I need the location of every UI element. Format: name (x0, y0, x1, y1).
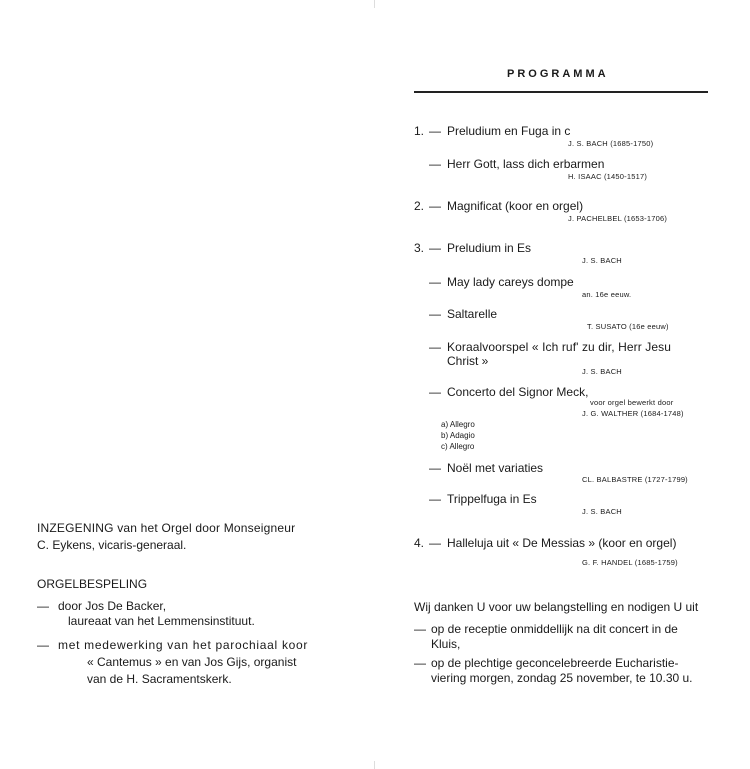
invite-text-continued: viering morgen, zondag 25 november, te 10.30 u. (431, 671, 693, 685)
composer: an. 16e eeuw. (582, 290, 632, 299)
item-number: 3. (414, 241, 425, 255)
item-dash: — (429, 241, 441, 255)
composer: J. S. BACH (1685-1750) (568, 139, 654, 148)
arrangement-note: voor orgel bewerkt door (590, 398, 674, 407)
composer: J. S. BACH (582, 507, 622, 516)
item-dash: — (429, 157, 441, 171)
invite-dash: — (414, 622, 426, 636)
inzegening-text-continued: C. Eykens, vicaris-generaal. (37, 538, 187, 552)
piece-title: Herr Gott, lass dich erbarmen (447, 157, 605, 171)
piece-title: Preludium in Es (447, 241, 532, 255)
invite-text: op de plechtige geconcelebreerde Eucharistie- (431, 656, 679, 670)
composer: J. S. BACH (582, 367, 622, 376)
item-number: 1. (414, 124, 425, 138)
invite-dash: — (414, 656, 426, 670)
piece-title: Preludium en Fuga in c (447, 124, 571, 138)
piece-title: Magnificat (koor en orgel) (447, 199, 584, 213)
item-dash: — (429, 340, 441, 354)
item-dash: — (429, 199, 441, 213)
invite-text: op de receptie onmiddellijk na dit concert in de (431, 622, 678, 636)
fold-mark (374, 761, 375, 769)
item-dash: — (429, 124, 441, 138)
composer: T. SUSATO (16e eeuw) (587, 322, 669, 331)
piece-title: Concerto del Signor Meck, (447, 385, 589, 399)
inzegening-text: INZEGENING van het Orgel door Monseigneur (37, 521, 296, 535)
item-number: 2. (414, 199, 425, 213)
composer: H. ISAAC (1450-1517) (568, 172, 648, 181)
performer-dash: — (37, 599, 49, 613)
performer-dash: — (37, 638, 49, 652)
composer: CL. BALBASTRE (1727-1799) (582, 475, 688, 484)
orgelbespeling-heading: ORGELBESPELING (37, 577, 148, 591)
item-dash: — (429, 275, 441, 289)
thanks-text: Wij danken U voor uw belangstelling en nodigen U uit (414, 600, 699, 614)
performer-text-continued: van de H. Sacramentskerk. (87, 672, 232, 686)
item-dash: — (429, 492, 441, 506)
performer-text-continued: « Cantemus » en van Jos Gijs, organist (87, 655, 297, 669)
composer: J. PACHELBEL (1653-1706) (568, 214, 668, 223)
item-dash: — (429, 461, 441, 475)
performer-text: door Jos De Backer, (58, 599, 167, 613)
item-dash: — (429, 307, 441, 321)
fold-mark (374, 0, 375, 8)
movement: a) Allegro (441, 420, 475, 429)
item-dash: — (429, 385, 441, 399)
piece-title: Koraalvoorspel « Ich ruf' zu dir, Herr Jesu (447, 340, 672, 354)
heading-rule (414, 91, 708, 93)
movement: c) Allegro (441, 442, 475, 451)
movement: b) Adagio (441, 431, 475, 440)
composer: J. S. BACH (582, 256, 622, 265)
piece-title-continued: Christ » (447, 354, 489, 368)
piece-title: May lady careys dompe (447, 275, 574, 289)
piece-title: Saltarelle (447, 307, 498, 321)
composer: J. G. WALTHER (1684-1748) (582, 409, 684, 418)
programma-heading: PROGRAMMA (507, 68, 609, 80)
item-number: 4. (414, 536, 425, 550)
piece-title: Halleluja uit « De Messias » (koor en orgel) (447, 536, 677, 550)
piece-title: Trippelfuga in Es (447, 492, 537, 506)
piece-title: Noël met variaties (447, 461, 544, 475)
composer: G. F. HANDEL (1685-1759) (582, 558, 678, 567)
performer-text-continued: laureaat van het Lemmensinstituut. (68, 614, 255, 628)
performer-text: met medewerking van het parochiaal koor (58, 638, 309, 652)
invite-text-continued: Kluis, (431, 637, 461, 651)
item-dash: — (429, 536, 441, 550)
